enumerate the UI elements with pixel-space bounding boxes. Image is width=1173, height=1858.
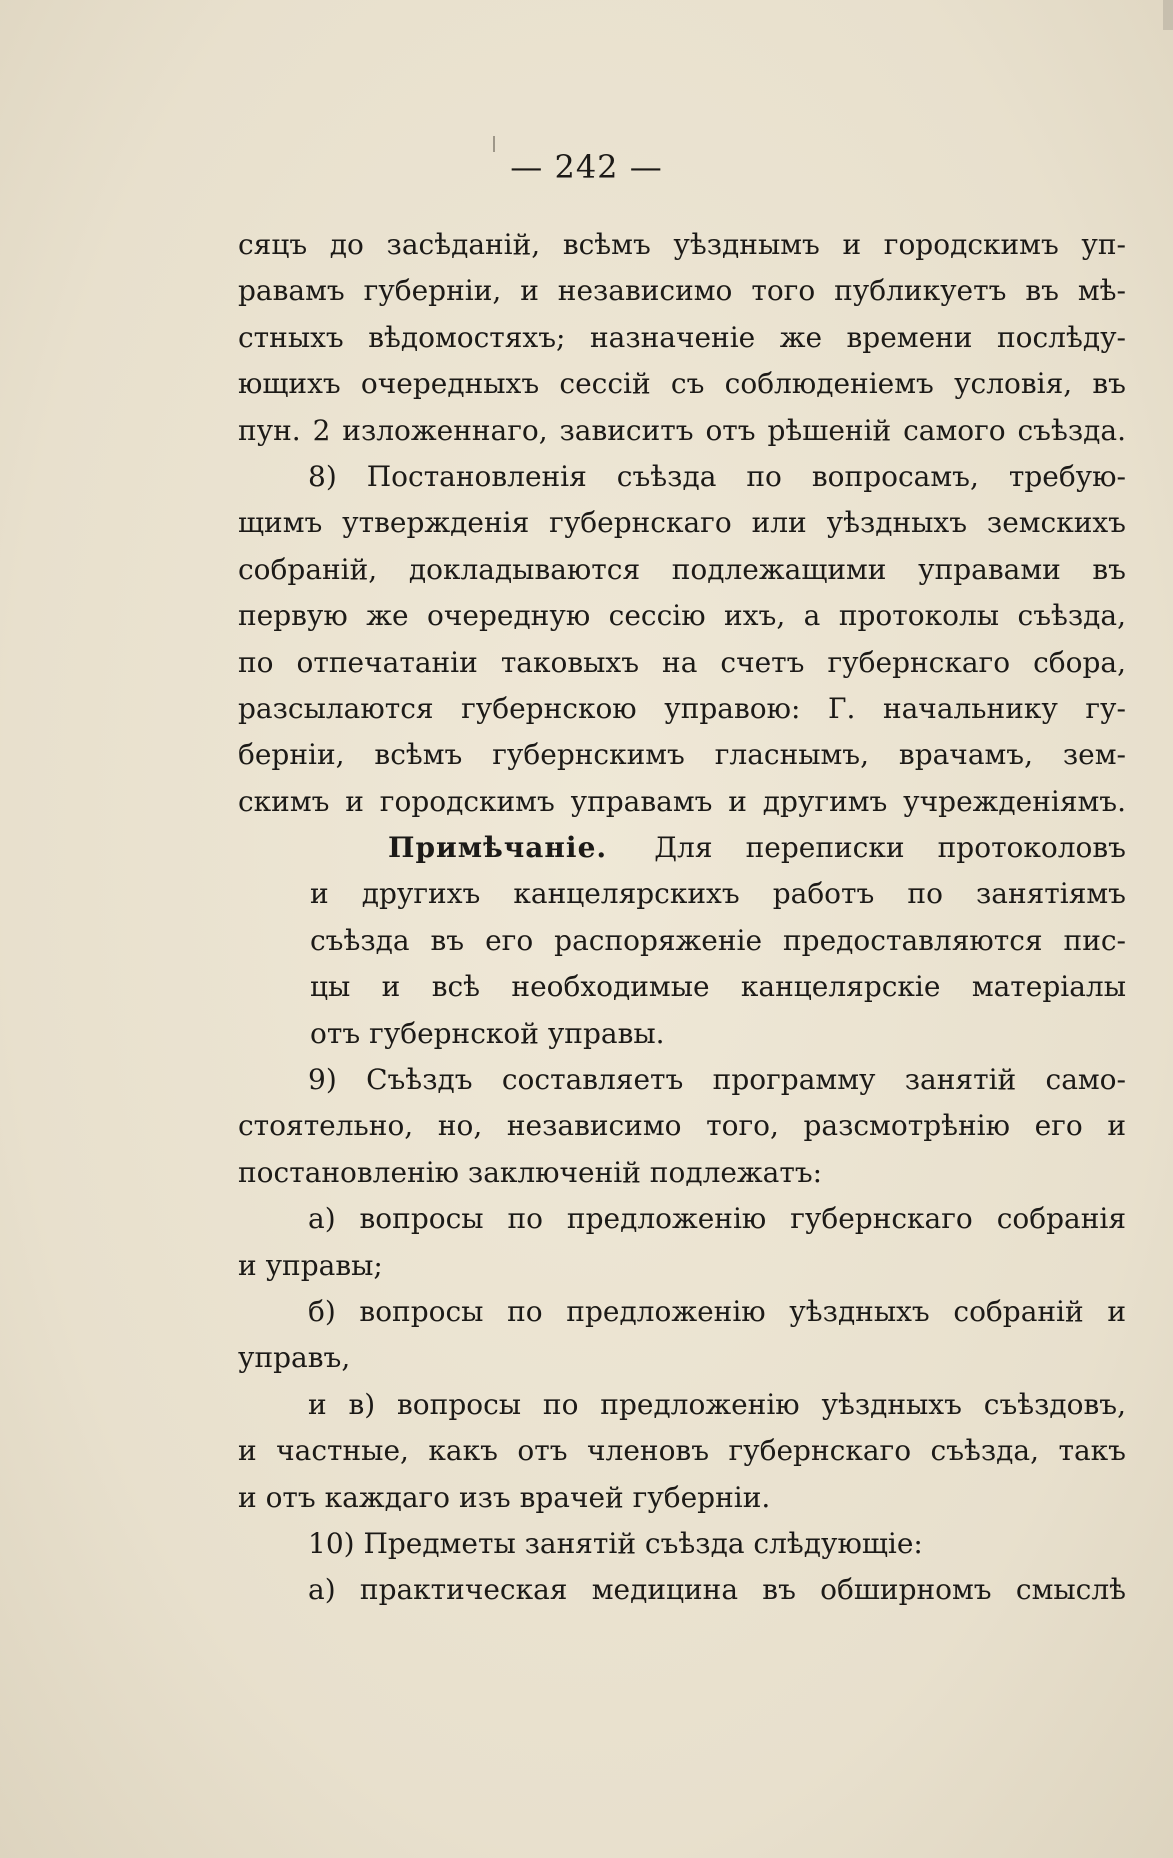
text-line: постановленію заключеній подлежатъ: <box>238 1155 823 1189</box>
body-text <box>238 222 1126 1614</box>
page-number: — 242 — <box>510 148 663 186</box>
text-line: берніи, всѣмъ губернскимъ гласнымъ, врачамъ, зем- <box>238 738 1126 772</box>
text-line: щимъ утвержденія губернскаго или уѣздныхъ земскихъ <box>238 506 1126 540</box>
text-line: первую же очередную сессію ихъ, а протоколы съѣзда, <box>238 599 1126 633</box>
text-line: по отпечатаніи таковыхъ на счетъ губернскаго сбора, <box>238 645 1126 679</box>
note-line: съѣзда въ его распоряженіе предоставляются пис- <box>310 923 1126 957</box>
note-first-line-text: Для переписки протоколовъ <box>654 831 1126 865</box>
note-line: отъ губернской управы. <box>310 1016 665 1050</box>
list-item-a: а) практическая медицина въ обширномъ смыслѣ <box>308 1573 1126 1607</box>
list-item-a: а) вопросы по предложенію губернскаго собранія <box>308 1202 1126 1236</box>
text-line: и управы; <box>238 1248 383 1282</box>
paragraph-10-start: 10) Предметы занятій съѣзда слѣдующіе: <box>308 1526 923 1560</box>
paragraph-9-start: 9) Съѣздъ составляетъ программу занятій само- <box>308 1063 1126 1097</box>
text-line: стоятельно, но, независимо того, разсмотрѣнію его и <box>238 1109 1126 1143</box>
text-line: управъ, <box>238 1341 351 1375</box>
text-line: пун. 2 изложеннаго, зависитъ отъ рѣшеній самого съѣзда. <box>238 413 1126 447</box>
text-line: собраній, докладываются подлежащими управами въ <box>238 552 1126 586</box>
paragraph-8-start: 8) Постановленія съѣзда по вопросамъ, требую- <box>308 459 1126 493</box>
page-edge-mark <box>1163 0 1173 30</box>
note-line: и другихъ канцелярскихъ работъ по занятіямъ <box>310 877 1126 911</box>
text-line: скимъ и городскимъ управамъ и другимъ учрежденіямъ. <box>238 784 1126 818</box>
text-line: равамъ губерніи, и независимо того публикуетъ въ мѣ- <box>238 274 1126 308</box>
text-line: стныхъ вѣдомостяхъ; назначеніе же времени послѣду- <box>238 320 1126 354</box>
note-first-line <box>238 825 1126 871</box>
text-line: и отъ каждаго изъ врачей губерніи. <box>238 1480 771 1514</box>
note-heading: Примѣчаніе. <box>388 831 608 865</box>
text-line: ющихъ очередныхъ сессій съ соблюденіемъ условія, въ <box>238 367 1126 401</box>
note-line: цы и всѣ необходимые канцелярскіе матеріалы <box>310 970 1126 1004</box>
text-line: сяцъ до засѣданій, всѣмъ уѣзднымъ и городскимъ уп- <box>238 228 1126 261</box>
text-line: разсылаются губернскою управою: Г. начальнику гу- <box>238 691 1126 725</box>
text-line: и частные, какъ отъ членовъ губернскаго съѣзда, такъ <box>238 1434 1126 1468</box>
list-item-v: и в) вопросы по предложенію уѣздныхъ съѣздовъ, <box>308 1387 1126 1421</box>
list-item-b: б) вопросы по предложенію уѣздныхъ собраній и <box>308 1294 1126 1328</box>
